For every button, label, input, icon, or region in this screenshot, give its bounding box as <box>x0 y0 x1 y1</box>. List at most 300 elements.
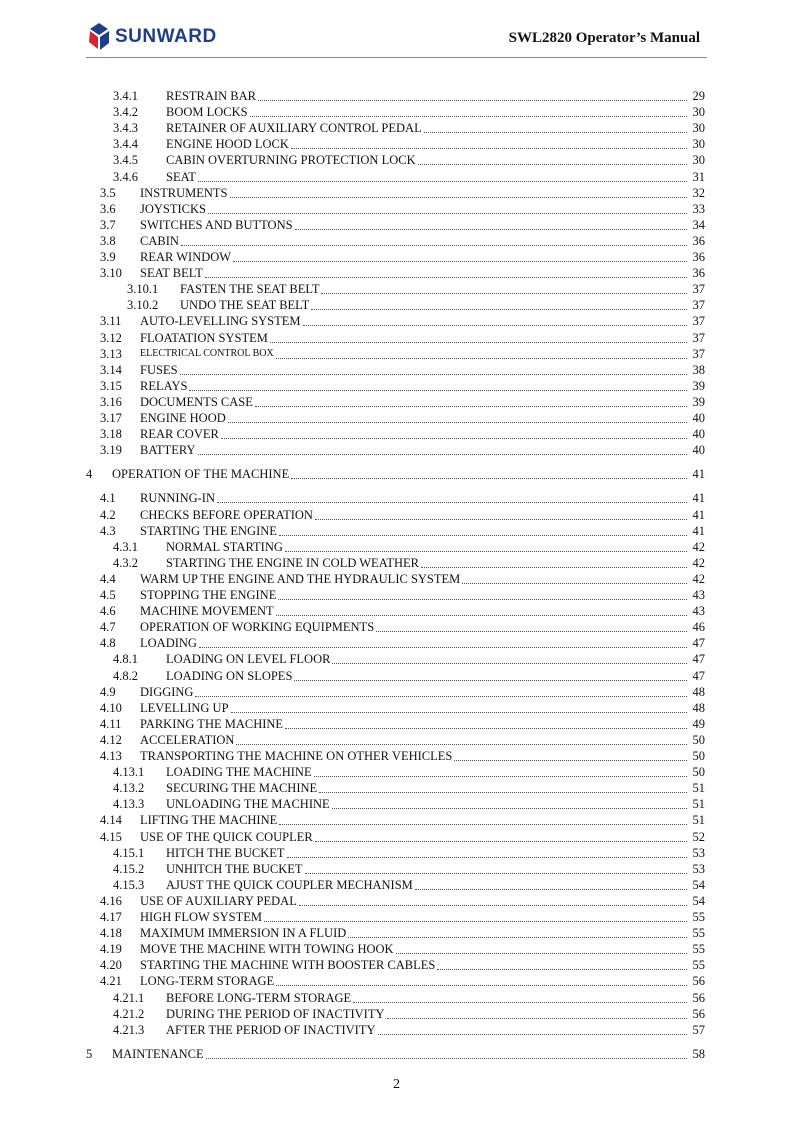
toc-entry-title: ENGINE HOOD LOCK <box>166 137 289 152</box>
sunward-logo-icon <box>86 22 112 52</box>
toc-entry-page: 51 <box>692 813 705 828</box>
toc-entry-title: UNDO THE SEAT BELT <box>180 298 310 313</box>
toc-entry-page: 41 <box>692 507 705 522</box>
toc-entry-page: 53 <box>692 861 705 876</box>
toc-entry-number: 4.13.1 <box>113 765 145 780</box>
brand-name: SUNWARD <box>115 26 217 47</box>
toc-entry[interactable] <box>0 684 793 700</box>
toc-dot-leader <box>264 921 687 922</box>
toc-entry-title: UNLOADING THE MACHINE <box>166 797 330 812</box>
toc-entry[interactable] <box>0 812 793 828</box>
toc-entry-title: SEAT <box>166 169 196 184</box>
toc-entry[interactable] <box>0 957 793 973</box>
toc-entry-title: LOADING THE MACHINE <box>166 765 312 780</box>
toc-entry[interactable] <box>0 490 793 506</box>
toc-dot-leader <box>195 696 687 697</box>
toc-entry-title: LEVELLING UP <box>140 700 229 715</box>
toc-entry-title: STARTING THE ENGINE <box>140 523 277 538</box>
toc-entry-number: 4.13 <box>100 749 122 763</box>
toc-entry-title: HIGH FLOW SYSTEM <box>140 910 262 924</box>
toc-entry[interactable] <box>0 104 793 120</box>
toc-entry-title: MOVE THE MACHINE WITH TOWING HOOK <box>140 942 394 957</box>
toc-entry-number: 4.3 <box>100 523 116 538</box>
toc-entry[interactable] <box>0 426 793 442</box>
toc-entry-number: 4.20 <box>100 958 122 973</box>
toc-entry-page: 47 <box>692 668 705 683</box>
toc-entry-page: 54 <box>692 877 705 892</box>
toc-entry-number: 4.3.2 <box>113 555 138 570</box>
toc-dot-leader <box>305 873 687 874</box>
toc-entry[interactable] <box>0 829 793 845</box>
toc-entry-title: BATTERY <box>140 443 196 458</box>
toc-entry[interactable] <box>0 313 793 329</box>
toc-dot-leader <box>319 792 687 793</box>
toc-entry[interactable] <box>0 668 793 684</box>
toc-entry-page: 37 <box>692 314 705 329</box>
toc-entry-page: 33 <box>692 201 705 216</box>
toc-entry-title: MAXIMUM IMMERSION IN A FLUID <box>140 926 347 941</box>
toc-entry[interactable] <box>0 716 793 732</box>
toc-entry-number: 4.12 <box>100 732 122 747</box>
toc-entry-page: 40 <box>692 411 705 425</box>
toc-entry-page: 48 <box>692 700 705 715</box>
toc-entry[interactable] <box>0 136 793 152</box>
toc-entry-page: 43 <box>692 588 705 602</box>
toc-dot-leader <box>228 422 687 423</box>
toc-dot-leader <box>291 478 687 479</box>
toc-entry-page: 30 <box>692 121 705 136</box>
toc-entry-title: AUTO-LEVELLING SYSTEM <box>140 314 301 329</box>
toc-entry-title: NORMAL STARTING <box>166 539 283 554</box>
toc-entry-number: 3.13 <box>100 346 122 361</box>
toc-entry-title: USE OF THE QUICK COUPLER <box>140 829 313 844</box>
toc-dot-leader <box>437 969 687 970</box>
toc-entry[interactable] <box>0 700 793 716</box>
toc-entry-page: 36 <box>692 266 705 281</box>
toc-entry-title: LIFTING THE MACHINE <box>140 813 278 828</box>
toc-entry-title: DOCUMENTS CASE <box>140 394 253 409</box>
toc-entry[interactable] <box>0 88 793 104</box>
toc-entry-number: 4.8 <box>100 636 116 651</box>
toc-entry[interactable] <box>0 587 793 603</box>
toc-entry-number: 3.4.3 <box>113 121 138 136</box>
toc-dot-leader <box>279 535 687 536</box>
toc-dot-leader <box>421 567 687 568</box>
toc-entry-page: 42 <box>692 539 705 554</box>
toc-entry[interactable] <box>0 941 793 957</box>
toc-dot-leader <box>189 390 687 391</box>
toc-entry-number: 4.9 <box>100 684 116 699</box>
toc-entry-page: 56 <box>692 974 705 989</box>
toc-entry[interactable] <box>0 362 793 378</box>
toc-entry[interactable] <box>0 893 793 909</box>
toc-entry-title: USE OF AUXILIARY PEDAL <box>140 893 297 908</box>
toc-entry-title: OPERATION OF THE MACHINE <box>112 467 290 482</box>
toc-dot-leader <box>181 245 687 246</box>
toc-entry-page: 40 <box>692 443 705 458</box>
toc-entry-page: 36 <box>692 233 705 248</box>
toc-entry-number: 3.14 <box>100 362 122 377</box>
toc-entry-number: 4.3.1 <box>113 539 138 554</box>
toc-dot-leader <box>205 277 687 278</box>
toc-entry[interactable] <box>0 378 793 394</box>
toc-entry-page: 37 <box>692 298 705 313</box>
toc-dot-leader <box>180 374 687 375</box>
toc-entry-number: 3.10 <box>100 266 122 281</box>
page-number: 2 <box>393 1077 400 1092</box>
toc-dot-leader <box>454 760 687 761</box>
toc-dot-leader <box>294 680 687 681</box>
toc-entry[interactable] <box>0 619 793 635</box>
toc-entry-page: 56 <box>692 1006 705 1021</box>
toc-dot-leader <box>332 808 687 809</box>
toc-dot-leader <box>250 116 687 117</box>
brand-logo <box>86 20 217 54</box>
toc-dot-leader <box>287 857 687 858</box>
toc-entry-title: SWITCHES AND BUTTONS <box>140 217 293 232</box>
toc-entry[interactable] <box>0 1022 793 1038</box>
toc-entry-number: 3.7 <box>100 217 116 232</box>
toc-entry-number: 3.4.1 <box>113 89 138 103</box>
toc-entry[interactable] <box>0 539 793 555</box>
toc-entry-number: 4.21 <box>100 974 122 989</box>
toc-entry[interactable] <box>0 523 793 539</box>
header-divider <box>86 57 707 58</box>
toc-entry-page: 30 <box>692 153 705 168</box>
toc-dot-leader <box>303 325 687 326</box>
toc-entry-number: 5 <box>86 1046 93 1061</box>
toc-entry[interactable] <box>0 120 793 136</box>
toc-dot-leader <box>387 1018 687 1019</box>
toc-dot-leader <box>314 776 687 777</box>
toc-entry[interactable] <box>0 217 793 233</box>
toc-dot-leader <box>233 261 687 262</box>
toc-entry-number: 3.17 <box>100 411 122 425</box>
toc-entry-number: 4.21.3 <box>113 1022 145 1037</box>
toc-entry-number: 4.18 <box>100 926 122 941</box>
toc-entry-number: 4.8.2 <box>113 668 138 683</box>
toc-entry-page: 36 <box>692 250 705 264</box>
toc-dot-leader <box>230 197 687 198</box>
toc-dot-leader <box>415 889 687 890</box>
toc-entry-title: SECURING THE MACHINE <box>166 781 318 796</box>
toc-entry-number: 4.7 <box>100 620 116 635</box>
toc-entry-page: 55 <box>692 958 705 973</box>
toc-entry-title: DURING THE PERIOD OF INACTIVITY <box>166 1006 385 1021</box>
toc-dot-leader <box>418 164 687 165</box>
toc-entry-number: 4.10 <box>100 700 122 715</box>
toc-dot-leader <box>199 647 687 648</box>
toc-entry-title: STARTING THE MACHINE WITH BOOSTER CABLES <box>140 958 436 973</box>
toc-entry[interactable] <box>0 780 793 796</box>
toc-entry-page: 47 <box>692 636 705 651</box>
toc-entry-number: 4.21.1 <box>113 990 145 1005</box>
toc-entry-number: 4.21.2 <box>113 1006 145 1021</box>
toc-entry-page: 43 <box>692 604 705 619</box>
toc-entry-number: 3.10.2 <box>127 298 159 313</box>
toc-entry-page: 55 <box>692 926 705 941</box>
toc-entry-number: 3.8 <box>100 233 116 248</box>
toc-entry-title: CABIN <box>140 233 179 248</box>
toc-entry-title: DIGGING <box>140 684 194 699</box>
toc-dot-leader <box>198 181 687 182</box>
toc-entry-number: 4.17 <box>100 910 122 924</box>
toc-entry[interactable] <box>0 748 793 764</box>
toc-entry-number: 4.2 <box>100 507 116 522</box>
toc-entry-title: FUSES <box>140 362 178 377</box>
toc-entry-page: 46 <box>692 620 705 635</box>
toc-dot-leader <box>278 599 687 600</box>
toc-entry-page: 57 <box>692 1022 705 1037</box>
toc-entry-title: MACHINE MOVEMENT <box>140 604 274 619</box>
toc-dot-leader <box>348 937 687 938</box>
toc-entry-page: 32 <box>692 185 705 200</box>
toc-dot-leader <box>295 229 687 230</box>
toc-dot-leader <box>255 406 687 407</box>
toc-entry[interactable] <box>0 249 793 265</box>
toc-entry-page: 38 <box>692 362 705 377</box>
toc-entry-page: 29 <box>692 89 705 103</box>
toc-dot-leader <box>299 905 687 906</box>
toc-entry-title: CHECKS BEFORE OPERATION <box>140 507 313 522</box>
toc-entry-number: 4.4 <box>100 571 116 586</box>
toc-dot-leader <box>276 615 687 616</box>
toc-entry-page: 55 <box>692 910 705 924</box>
toc-entry-page: 51 <box>692 781 705 796</box>
toc-entry[interactable] <box>0 877 793 893</box>
toc-entry[interactable] <box>0 466 793 482</box>
toc-entry-title: ELECTRICAL CONTROL BOX <box>140 347 274 359</box>
toc-entry-number: 4.14 <box>100 813 122 828</box>
toc-entry-title: ENGINE HOOD <box>140 411 226 425</box>
toc-entry-number: 3.10.1 <box>127 282 159 297</box>
toc-entry-title: OPERATION OF WORKING EQUIPMENTS <box>140 620 375 635</box>
toc-entry[interactable] <box>0 571 793 587</box>
toc-entry-title: REAR WINDOW <box>140 250 232 264</box>
toc-dot-leader <box>276 358 687 359</box>
toc-entry-page: 42 <box>692 571 705 586</box>
toc-entry[interactable] <box>0 410 793 426</box>
toc-entry-number: 3.16 <box>100 394 122 409</box>
toc-dot-leader <box>424 132 687 133</box>
toc-entry-title: CABIN OVERTURNING PROTECTION LOCK <box>166 153 416 168</box>
toc-entry[interactable] <box>0 990 793 1006</box>
toc-entry[interactable] <box>0 603 793 619</box>
toc-entry-title: RESTRAIN BAR <box>166 89 256 103</box>
toc-entry-number: 4.5 <box>100 588 116 602</box>
toc-entry-number: 3.9 <box>100 250 116 264</box>
toc-entry-number: 3.11 <box>100 314 122 329</box>
toc-dot-leader <box>315 519 687 520</box>
toc-entry-title: FASTEN THE SEAT BELT <box>180 282 320 297</box>
toc-entry[interactable] <box>0 651 793 667</box>
document-title: SWL2820 Operator’s Manual <box>508 30 700 46</box>
toc-dot-leader <box>291 148 687 149</box>
toc-entry-page: 30 <box>692 105 705 120</box>
toc-entry-page: 56 <box>692 990 705 1005</box>
toc-entry-page: 30 <box>692 137 705 152</box>
toc-entry-title: LOADING <box>140 636 197 651</box>
toc-entry-page: 37 <box>692 282 705 297</box>
toc-entry-number: 3.19 <box>100 443 122 458</box>
toc-dot-leader <box>311 309 687 310</box>
toc-entry-number: 4.13.2 <box>113 781 145 796</box>
toc-dot-leader <box>378 1034 688 1035</box>
toc-entry-page: 40 <box>692 427 705 442</box>
toc-entry-page: 49 <box>692 716 705 731</box>
toc-entry-page: 50 <box>692 732 705 747</box>
toc-dot-leader <box>236 744 687 745</box>
toc-entry-title: LONG-TERM STORAGE <box>140 974 275 989</box>
toc-entry[interactable] <box>0 265 793 281</box>
toc-entry-page: 47 <box>692 652 705 667</box>
toc-entry-number: 4.15.3 <box>113 877 145 892</box>
toc-entry-number: 3.4.2 <box>113 105 138 120</box>
toc-entry-number: 4.15 <box>100 829 122 844</box>
toc-entry-title: REAR COVER <box>140 427 219 442</box>
toc-entry-title: RETAINER OF AUXILIARY CONTROL PEDAL <box>166 121 422 136</box>
toc-entry-page: 41 <box>692 467 705 482</box>
toc-entry-page: 41 <box>692 491 705 506</box>
toc-entry[interactable] <box>0 732 793 748</box>
toc-entry-page: 31 <box>692 169 705 184</box>
toc-entry-title: INSTRUMENTS <box>140 185 228 200</box>
toc-entry-title: STARTING THE ENGINE IN COLD WEATHER <box>166 555 419 570</box>
toc-entry[interactable] <box>0 861 793 877</box>
toc-dot-leader <box>198 454 687 455</box>
toc-entry-number: 3.4.6 <box>113 169 138 184</box>
toc-entry-number: 4.8.1 <box>113 652 138 667</box>
toc-entry-title: LOADING ON LEVEL FLOOR <box>166 652 331 667</box>
toc-entry[interactable] <box>0 909 793 925</box>
toc-dot-leader <box>285 728 687 729</box>
toc-dot-leader <box>276 985 687 986</box>
toc-entry-page: 48 <box>692 684 705 699</box>
toc-entry-title: UNHITCH THE BUCKET <box>166 861 303 876</box>
toc-dot-leader <box>332 663 687 664</box>
toc-entry[interactable] <box>0 201 793 217</box>
toc-entry-title: ACCELERATION <box>140 732 235 747</box>
toc-dot-leader <box>462 583 687 584</box>
toc-entry-page: 58 <box>692 1046 705 1061</box>
toc-entry-page: 55 <box>692 942 705 957</box>
toc-entry-title: MAINTENANCE <box>112 1046 204 1061</box>
toc-dot-leader <box>353 1002 687 1003</box>
toc-entry-page: 39 <box>692 378 705 393</box>
toc-dot-leader <box>376 631 687 632</box>
toc-dot-leader <box>270 342 687 343</box>
toc-entry[interactable] <box>0 925 793 941</box>
toc-dot-leader <box>231 712 687 713</box>
toc-entry[interactable] <box>0 635 793 651</box>
toc-entry[interactable] <box>0 233 793 249</box>
toc-entry-number: 4 <box>86 467 93 482</box>
toc-entry-title: LOADING ON SLOPES <box>166 668 293 683</box>
toc-entry-page: 37 <box>692 330 705 345</box>
toc-dot-leader <box>279 824 687 825</box>
toc-entry-number: 4.16 <box>100 893 122 908</box>
toc-entry[interactable] <box>0 1006 793 1022</box>
toc-entry[interactable] <box>0 845 793 861</box>
toc-entry-title: RELAYS <box>140 378 188 393</box>
toc-entry-title: HITCH THE BUCKET <box>166 845 285 860</box>
toc-entry[interactable] <box>0 330 793 346</box>
toc-entry-title: JOYSTICKS <box>140 201 206 216</box>
toc-entry[interactable] <box>0 507 793 523</box>
toc-dot-leader <box>221 438 687 439</box>
toc-entry[interactable] <box>0 796 793 812</box>
toc-entry-title: PARKING THE MACHINE <box>140 716 284 731</box>
toc-entry-page: 52 <box>692 829 705 844</box>
toc-entry[interactable] <box>0 394 793 410</box>
toc-entry[interactable] <box>0 973 793 989</box>
toc-entry-page: 34 <box>692 217 705 232</box>
toc-entry-title: BEFORE LONG-TERM STORAGE <box>166 990 352 1005</box>
toc-dot-leader <box>217 502 687 503</box>
toc-entry[interactable] <box>0 152 793 168</box>
toc-dot-leader <box>208 213 687 214</box>
toc-entry-number: 4.1 <box>100 491 116 506</box>
toc-entry-number: 4.11 <box>100 716 122 731</box>
toc-entry-page: 41 <box>692 523 705 538</box>
toc-entry[interactable] <box>0 281 793 297</box>
toc-entry-title: FLOATATION SYSTEM <box>140 330 268 345</box>
toc-entry-number: 3.5 <box>100 185 116 200</box>
toc-entry[interactable] <box>0 442 793 458</box>
toc-entry-title: AFTER THE PERIOD OF INACTIVITY <box>166 1022 376 1037</box>
toc-entry[interactable] <box>0 297 793 313</box>
toc-entry-title: SEAT BELT <box>140 266 203 281</box>
toc-dot-leader <box>285 551 687 552</box>
toc-entry-number: 3.12 <box>100 330 122 345</box>
toc-entry-page: 54 <box>692 893 705 908</box>
toc-entry-title: STOPPING THE ENGINE <box>140 588 277 602</box>
toc-entry-title: TRANSPORTING THE MACHINE ON OTHER VEHICLES <box>140 749 453 763</box>
toc-entry-number: 3.4.5 <box>113 153 138 168</box>
toc-entry-title: RUNNING-IN <box>140 491 215 506</box>
toc-entry-number: 3.18 <box>100 427 122 442</box>
toc-entry-number: 4.15.1 <box>113 845 145 860</box>
toc-entry-number: 4.6 <box>100 604 116 619</box>
toc-entry[interactable] <box>0 185 793 201</box>
toc-entry-page: 51 <box>692 797 705 812</box>
toc-dot-leader <box>206 1058 687 1059</box>
toc-entry-title: AJUST THE QUICK COUPLER MECHANISM <box>166 877 413 892</box>
toc-entry-page: 42 <box>692 555 705 570</box>
toc-entry-page: 39 <box>692 394 705 409</box>
toc-entry-title: BOOM LOCKS <box>166 105 248 120</box>
toc-dot-leader <box>321 293 687 294</box>
toc-entry-number: 4.19 <box>100 942 122 957</box>
toc-entry[interactable] <box>0 1046 793 1062</box>
toc-dot-leader <box>315 841 687 842</box>
toc-dot-leader <box>396 953 687 954</box>
toc-entry-page: 50 <box>692 749 705 763</box>
toc-entry[interactable] <box>0 346 793 362</box>
toc-entry-page: 37 <box>692 346 705 361</box>
toc-entry-number: 4.13.3 <box>113 797 145 812</box>
toc-entry-title: WARM UP THE ENGINE AND THE HYDRAULIC SYSTEM <box>140 571 461 586</box>
toc-entry-number: 4.15.2 <box>113 861 145 876</box>
toc-entry[interactable] <box>0 764 793 780</box>
toc-entry[interactable] <box>0 169 793 185</box>
toc-entry-number: 3.4.4 <box>113 137 138 152</box>
toc-entry-page: 50 <box>692 765 705 780</box>
toc-entry-page: 53 <box>692 845 705 860</box>
toc-entry[interactable] <box>0 555 793 571</box>
toc-dot-leader <box>258 100 687 101</box>
toc-entry-number: 3.15 <box>100 378 122 393</box>
